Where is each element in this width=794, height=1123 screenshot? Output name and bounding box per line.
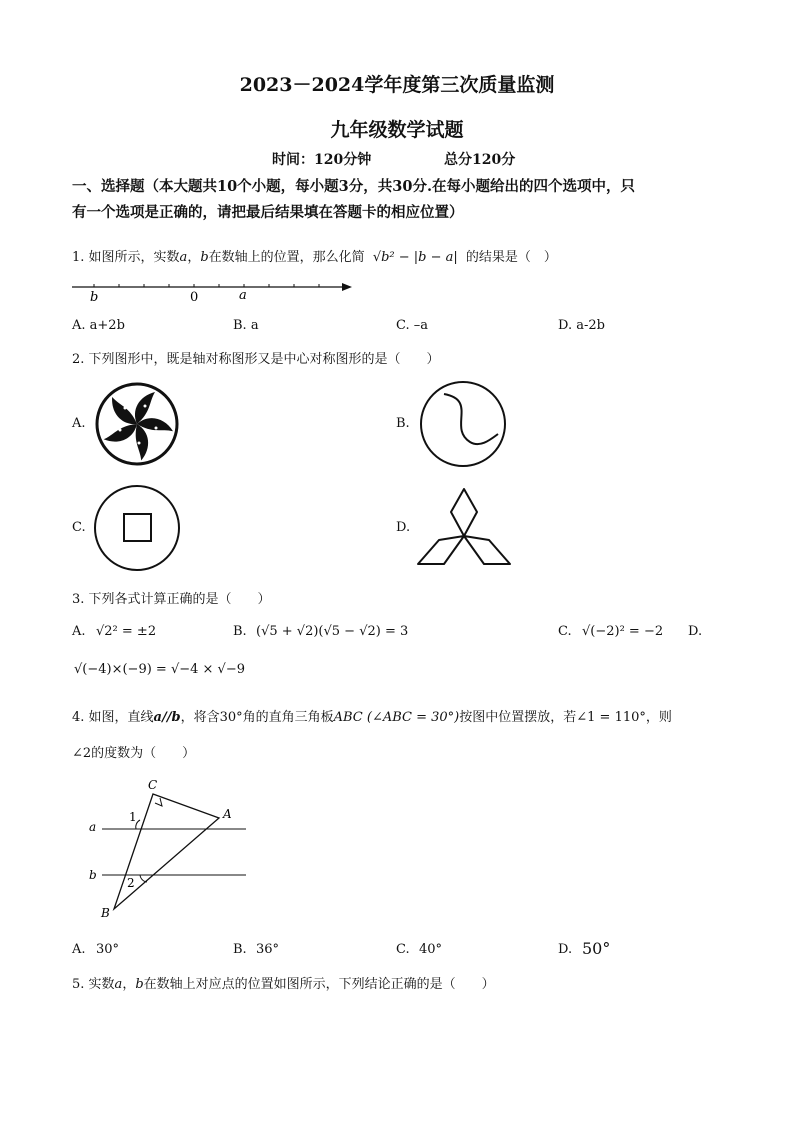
section-heading-line1: 一、选择题（本大题共10个小题，每小题3分，共30分.在每小题给出的四个选项中，只 — [72, 178, 635, 195]
yin-yang-circle — [421, 382, 505, 466]
q1-sep: ， — [187, 250, 201, 265]
label-line-a: a — [89, 820, 97, 834]
exam-title: 2023－2024学年度第三次质量监测 — [239, 74, 555, 96]
q1-text-c: 的结果是（ ） — [465, 250, 557, 265]
q4-angle1: ∠1 = 110° — [576, 710, 646, 725]
q2-option-c-letter: C. — [72, 520, 86, 535]
q1-option-d: D. a-2b — [558, 318, 605, 333]
q3-option-a-expr: √2² = ±2 — [96, 624, 157, 639]
q4-triangle: ABC (∠ABC = 30°) — [333, 710, 460, 725]
q1-var-a: a — [179, 250, 188, 265]
q3-option-d-letter: D. — [688, 624, 703, 639]
q5-var-a: a — [114, 977, 123, 992]
diamond-right — [464, 536, 510, 564]
q4-option-d-value: 50° — [582, 939, 611, 958]
q4-text-b: ，将含30°角的直角三角板 — [180, 710, 334, 725]
q1-text-b: 在数轴上的位置，那么化简 — [208, 250, 365, 265]
q5-sep: ， — [122, 977, 136, 992]
three-diamonds — [418, 489, 510, 564]
q4-option-d-letter: D. — [558, 942, 573, 957]
exam-time: 时间：120分钟 — [272, 152, 372, 168]
label-angle-2: 2 — [127, 876, 135, 890]
question-3: 3. 下列各式计算正确的是（ ） — [72, 592, 271, 607]
q3-option-c-letter: C. — [558, 624, 572, 639]
question-2: 2. 下列图形中，既是轴对称图形又是中心对称图形的是（ ） — [72, 352, 440, 367]
q4-text-c: 按图中位置摆放，若 — [459, 710, 577, 725]
q5-text-a: 5. 实数 — [72, 977, 115, 992]
q3-option-b-letter: B. — [233, 624, 247, 639]
q4-figure — [84, 776, 254, 922]
q4-option-c-value: 40° — [419, 942, 443, 957]
question-4-line1 — [72, 706, 672, 725]
coin-square-hole — [124, 514, 151, 541]
q1-formula: √b² − |b − a| — [372, 250, 458, 265]
q2-figure-c — [92, 484, 182, 572]
q4-option-b-value: 36° — [256, 942, 280, 957]
q1-number-line — [70, 276, 360, 306]
q3-option-a-letter: A. — [72, 624, 86, 639]
label-c: C — [148, 778, 158, 792]
question-5 — [72, 973, 495, 992]
diamond-left — [418, 536, 464, 564]
q5-text-b: 在数轴上对应点的位置如图所示，下列结论正确的是（ ） — [143, 977, 495, 992]
q1-var-b: b — [200, 250, 209, 265]
q4-text-d: ，则 — [645, 710, 672, 725]
q1-option-b: B. a — [233, 318, 259, 333]
q3-option-c-expr: √(−2)² = −2 — [582, 624, 664, 639]
right-angle-mark — [155, 798, 162, 806]
q1-option-a: A. a+2b — [72, 318, 125, 333]
label-line-b: b — [89, 868, 97, 882]
q2-option-b-letter: B. — [396, 416, 410, 431]
q2-option-d-letter: D. — [396, 520, 411, 535]
q2-option-a-letter: A. — [72, 416, 86, 431]
q4-text-a: 4. 如图，直线 — [72, 710, 154, 725]
q3-option-d-expr: √(−4)×(−9) = √−4 × √−9 — [74, 662, 245, 677]
q2-figure-d — [416, 486, 512, 570]
q1-option-c: C. –a — [396, 318, 428, 333]
q4-option-a-letter: A. — [72, 942, 86, 957]
label-a-point: A — [223, 807, 232, 821]
q2-figure-a — [93, 382, 181, 466]
section-heading-line2: 有一个选项是正确的，请把最后结果填在答题卡的相应位置） — [72, 204, 464, 221]
exam-subtitle: 九年级数学试题 — [330, 119, 464, 141]
axis-label-0: 0 — [190, 290, 199, 305]
label-b-point: B — [101, 906, 110, 920]
q1-text-a: 1. 如图所示，实数 — [72, 250, 180, 265]
q4-option-b-letter: B. — [233, 942, 247, 957]
axis-label-b: b — [90, 290, 99, 305]
question-4-line2: ∠2的度数为（ ） — [72, 746, 196, 761]
axis-label-a: a — [239, 288, 247, 303]
q2-figure-b — [418, 380, 508, 468]
q5-var-b: b — [135, 977, 144, 992]
q4-parallel: a//b — [153, 710, 181, 725]
q4-option-a-value: 30° — [96, 942, 120, 957]
diamond-top — [451, 489, 477, 536]
question-1 — [72, 246, 557, 266]
q3-option-b-expr: (√5 + √2)(√5 − √2) = 3 — [256, 624, 409, 639]
exam-score: 总分120分 — [444, 152, 516, 168]
q4-option-c-letter: C. — [396, 942, 410, 957]
number-line-arrow — [342, 283, 352, 291]
label-angle-1: 1 — [129, 810, 137, 824]
